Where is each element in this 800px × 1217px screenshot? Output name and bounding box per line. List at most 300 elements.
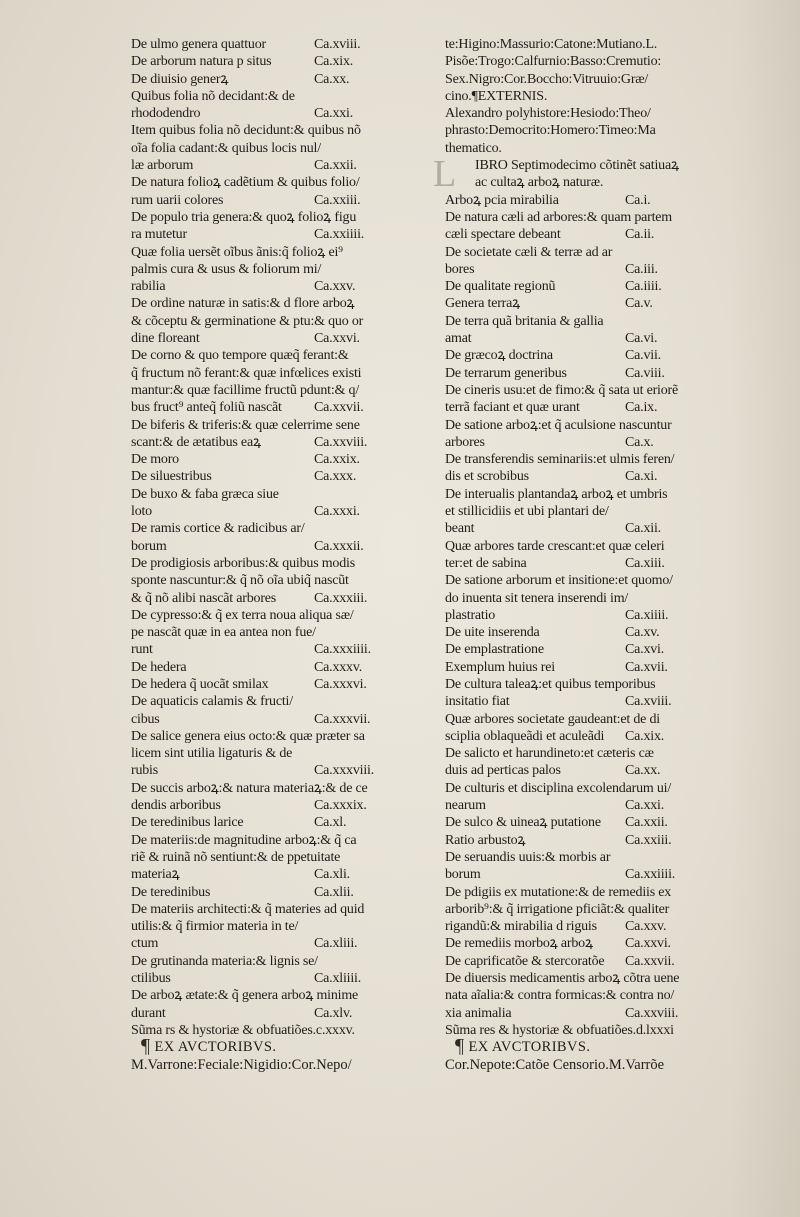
chapter-number: Ca.ix. — [625, 400, 658, 416]
index-entry-line — [445, 140, 719, 157]
chapter-number: Ca.xxi. — [314, 106, 354, 122]
index-entry-line — [131, 278, 403, 295]
paragraph-mark-icon: ¶ — [471, 88, 478, 104]
entry-text: xia animalia — [445, 1005, 512, 1021]
sources-heading-text: EX AVCTORIBVS. — [154, 1039, 277, 1056]
index-entry-line — [131, 590, 403, 607]
chapter-number: Ca.xxxvi. — [314, 676, 367, 692]
entry-text: insitatio fiat — [445, 694, 510, 710]
index-entry-line — [131, 520, 403, 537]
index-entry-line — [445, 676, 719, 693]
index-entry-line — [131, 122, 403, 139]
index-entry-line — [131, 382, 403, 399]
entry-text: De arborum natura p situs — [131, 54, 272, 70]
entry-text: Exemplum huius rei — [445, 659, 555, 675]
index-entry-line — [445, 953, 719, 970]
index-entry-line — [445, 261, 719, 278]
entry-text: De pdigiis ex mutatione:& de remediis ex — [445, 884, 672, 900]
chapter-number: Ca.xliiii. — [314, 971, 362, 987]
entry-text: cibus — [131, 711, 160, 727]
entry-text: De uite inserenda — [445, 625, 540, 641]
entry-text: thematico. — [445, 140, 502, 156]
index-entry-line — [445, 970, 719, 987]
entry-text: rigandũ:& mirabilia d riguis — [445, 919, 597, 935]
index-entry-line — [131, 209, 403, 226]
index-entry-line — [445, 728, 719, 745]
entry-text: De arboꝝ ætate:& q̃ genera arboꝝ minime — [131, 988, 359, 1004]
entry-text: nearum — [445, 798, 486, 814]
entry-text: ctilibus — [131, 971, 171, 987]
entry-text: De terrarum generibus — [445, 365, 567, 381]
chapter-number: Ca.xxi. — [625, 798, 665, 814]
entry-text: De cultura taleaꝝ:et quibus temporibus — [445, 676, 656, 692]
index-entry-line — [445, 693, 719, 710]
sources-heading — [131, 1035, 403, 1058]
index-entry-line — [131, 36, 403, 53]
entry-text: runt — [131, 642, 153, 658]
chapter-number: Ca.xxxvii. — [314, 711, 371, 727]
entry-text: & cõceptu & germinatione & ptu:& quo or — [131, 313, 364, 329]
entry-text: ter:et de sabina — [445, 555, 527, 571]
index-entry-line — [131, 693, 403, 710]
entry-text: De cineris usu:et de fimo:& q̃ sata ut eriorẽ — [445, 382, 679, 398]
entry-text: dis et scrobibus — [445, 469, 529, 485]
paragraph-mark-icon: ¶ — [141, 1035, 151, 1058]
chapter-number: Ca.i. — [625, 192, 651, 208]
entry-text: scant:& de ætatibus eaꝝ — [131, 434, 261, 450]
chapter-number: Ca.xvii. — [625, 659, 668, 675]
index-entry-line — [445, 866, 719, 883]
index-entry-line — [445, 641, 719, 658]
entry-text: ac cultaꝝ arboꝝ naturæ. — [475, 175, 604, 191]
index-entry-line — [131, 261, 403, 278]
index-entry-line — [445, 174, 719, 191]
index-entry-line — [131, 814, 403, 831]
index-entry-line — [445, 538, 719, 555]
entry-text: De succis arboꝝ:& natura materiaꝝ:& de ce — [131, 780, 368, 796]
index-entry-line — [445, 762, 719, 779]
chapter-number: Ca.xix. — [625, 728, 665, 744]
index-entry-line — [131, 157, 403, 174]
index-entry-line — [131, 970, 403, 987]
chapter-number: Ca.iiii. — [625, 279, 662, 295]
index-entry-line — [445, 451, 719, 468]
chapter-number: Ca.xx. — [314, 71, 350, 87]
authors-line: M.Varrone:Feciale:Nigidio:Cor.Nepo/ — [131, 1056, 352, 1073]
index-entry-line — [131, 572, 403, 589]
entry-text: Sũma res & hystoriæ & obfuatiões.d.lxxxi — [445, 1022, 674, 1038]
index-entry-line — [445, 814, 719, 831]
entry-text: beant — [445, 521, 475, 537]
entry-text: oĩa folia cadant:& quibus locis nul/ — [131, 140, 321, 156]
entry-text: Sex.Nigro:Cor.Boccho:Vitruuio:Græ/ — [445, 71, 649, 87]
index-entry-line — [445, 122, 719, 139]
chapter-number: Ca.xxxv. — [314, 659, 363, 675]
chapter-number: Ca.xxxii. — [314, 538, 364, 554]
index-entry-line — [131, 503, 403, 520]
index-entry-line — [445, 659, 719, 676]
entry-text: te:Higino:Massurio:Catone:Mutiano.L. — [445, 37, 658, 52]
index-entry-line — [445, 1022, 719, 1039]
index-entry-line — [131, 728, 403, 745]
index-entry-line — [131, 711, 403, 728]
entry-text: materiaꝝ — [131, 867, 180, 883]
index-entry-line — [131, 538, 403, 555]
entry-text: palmis cura & usus & foliorum mi/ — [131, 261, 322, 277]
entry-text: rum uarii colores — [131, 192, 224, 208]
index-entry-line — [445, 468, 719, 485]
entry-text: De remediis morboꝝ arboꝝ — [445, 936, 593, 952]
drop-initial: L — [433, 153, 457, 195]
index-entry-line — [445, 884, 719, 901]
entry-text: De hedera q̃ uocãt smilax — [131, 676, 269, 692]
index-entry-line — [131, 468, 403, 485]
left-column — [131, 36, 403, 1074]
entry-text: Quæ arbores tarde crescant:et quæ celeri — [445, 538, 665, 554]
index-entry-line — [131, 797, 403, 814]
entry-text: De populo tria genera:& quoꝝ folioꝝ figu — [131, 209, 357, 225]
entry-text: De satione arboꝝ:et q̃ aculsione nascuntur — [445, 417, 672, 433]
entry-text: sciplia oblaqueãdi et aculeãdi — [445, 728, 605, 744]
entry-text: dine floreant — [131, 331, 200, 347]
index-entry-line — [445, 88, 719, 105]
entry-text: De salice genera eius octo:& quæ præter sa — [131, 728, 365, 744]
entry-text: riẽ & ruinã nõ sentiunt:& de ppetuitate — [131, 849, 341, 865]
entry-text: durant — [131, 1005, 166, 1021]
index-entry-line — [445, 987, 719, 1004]
chapter-number: Ca.xxviii. — [625, 1005, 679, 1021]
index-entry-line — [445, 780, 719, 797]
chapter-number: Ca.xv. — [625, 625, 660, 641]
index-entry-line — [131, 953, 403, 970]
entry-text: Genera terraꝝ — [445, 296, 521, 312]
entry-text: De salicto et harundineto:et cæteris cæ — [445, 746, 654, 762]
chapter-number: Ca.xxix. — [314, 452, 360, 468]
chapter-number: Ca.xii. — [625, 521, 661, 537]
index-entry-line — [131, 71, 403, 88]
index-entry-line — [445, 503, 719, 520]
index-entry-line — [445, 278, 719, 295]
chapter-number: Ca.v. — [625, 296, 653, 312]
entry-text: De corno & quo tempore quæq̃ ferant:& — [131, 348, 349, 364]
index-entry-line — [131, 935, 403, 952]
entry-text: Ratio arbustoꝝ — [445, 832, 526, 848]
entry-text: Quæ arbores societate gaudeant:et de di — [445, 711, 660, 727]
entry-text: De cypresso:& q̃ ex terra noua aliqua sæ/ — [131, 607, 354, 623]
index-entry-line — [445, 711, 719, 728]
index-entry-line — [131, 901, 403, 918]
index-entry-line — [445, 71, 719, 88]
index-entry-line — [131, 140, 403, 157]
index-entry-line — [131, 762, 403, 779]
entry-text: nata aĩalia:& contra formicas:& contra no/ — [445, 988, 675, 1004]
entry-text: ra mutetur — [131, 227, 187, 243]
index-entry-line — [445, 105, 719, 122]
index-entry-line — [445, 832, 719, 849]
chapter-number: Ca.xxvii. — [314, 400, 364, 416]
entry-text: De diuersis medicamentis arboꝝ cõtra uene — [445, 971, 680, 987]
index-entry-line — [131, 434, 403, 451]
index-entry-line — [445, 244, 719, 261]
entry-text: De satione arborum et insitione:et quomo/ — [445, 573, 673, 589]
chapter-number: Ca.xxv. — [314, 279, 356, 295]
index-entry-line — [131, 451, 403, 468]
chapter-number: Ca.vi. — [625, 331, 658, 347]
entry-text: De materiis architecti:& q̃ materies ad quid — [131, 901, 365, 917]
entry-text: loto — [131, 504, 152, 520]
index-entry-line — [445, 365, 719, 382]
index-entry-line — [445, 849, 719, 866]
chapter-number: Ca.xxiiii. — [314, 227, 365, 243]
entry-text: pe nascãt quæ in ea antea non fue/ — [131, 625, 316, 641]
entry-text: De siluestribus — [131, 469, 212, 485]
index-entry-line — [445, 382, 719, 399]
index-entry-line — [131, 555, 403, 572]
entry-text: De diuisio generꝝ — [131, 71, 229, 87]
entry-text: De sulco & uineaꝝ putatione — [445, 815, 601, 831]
index-entry-line — [131, 866, 403, 883]
index-entry-line — [445, 555, 719, 572]
chapter-number: Ca.xxvi. — [625, 936, 671, 952]
chapter-number: Ca.xxxix. — [314, 798, 367, 814]
entry-text: do inuenta sit tenera inserendi im/ — [445, 590, 629, 606]
index-entry-line — [131, 313, 403, 330]
entry-text: De moro — [131, 452, 179, 468]
index-entry-line — [131, 1005, 403, 1022]
index-entry-line — [445, 53, 719, 70]
chapter-number: Ca.xiiii. — [625, 607, 669, 623]
index-entry-line — [131, 780, 403, 797]
sources-heading-text: EX AVCTORIBVS. — [468, 1039, 591, 1056]
entry-text: terrã faciant et quæ urant — [445, 400, 580, 416]
index-entry-line — [445, 797, 719, 814]
chapter-number: Ca.xli. — [314, 867, 350, 883]
chapter-number: Ca.xxxviii. — [314, 763, 375, 779]
chapter-number: Ca.xxiiii. — [625, 867, 676, 883]
entry-text: plastratio — [445, 607, 496, 623]
entry-text: utilis:& q̃ firmior materia in te/ — [131, 919, 299, 935]
entry-text: et stillicidiis et ubi plantari de/ — [445, 504, 609, 520]
entry-text: cæli spectare debeant — [445, 227, 561, 243]
index-entry-line — [131, 417, 403, 434]
index-entry-line — [445, 607, 719, 624]
entry-text: De terra quã britania & gallia — [445, 313, 604, 329]
entry-text: arbores — [445, 434, 485, 450]
index-entry-line — [445, 313, 719, 330]
chapter-number: Ca.xxvii. — [625, 953, 675, 969]
entry-text: arborib⁹:& q̃ irrigatione pficiãt:& qualiter — [445, 901, 670, 917]
entry-text: Sũma rs & hystoriæ & obfuatiões.c.xxxv. — [131, 1022, 355, 1038]
index-entry-line — [445, 295, 719, 312]
chapter-number: Ca.xxii. — [314, 158, 357, 174]
entry-text: borum — [131, 538, 167, 554]
entry-text: cino. — [445, 88, 472, 104]
index-entry-line — [445, 901, 719, 918]
index-entry-line — [131, 105, 403, 122]
index-entry-line — [131, 745, 403, 762]
chapter-number: Ca.xl. — [314, 815, 347, 831]
entry-text: De teredinibus — [131, 884, 211, 900]
chapter-number: Ca.xliii. — [314, 936, 358, 952]
index-entry-line — [131, 607, 403, 624]
chapter-number: Ca.x. — [625, 434, 654, 450]
entry-text: Quæ folia uersẽt oĩbus ãnis:q̃ folioꝝ ei⁹ — [131, 244, 343, 260]
chapter-number: Ca.xxv. — [625, 919, 667, 935]
chapter-number: Ca.xi. — [625, 469, 658, 485]
index-entry-line — [445, 624, 719, 641]
index-entry-line — [131, 1022, 403, 1039]
chapter-number: Ca.xxii. — [625, 815, 668, 831]
entry-text: phrasto:Democrito:Homero:Timeo:Ma — [445, 123, 656, 139]
chapter-number: Ca.xlv. — [314, 1005, 353, 1021]
entry-text: De seruandis uuis:& morbis ar — [445, 849, 611, 865]
chapter-number: Ca.viii. — [625, 365, 665, 381]
right-column — [445, 36, 719, 1074]
entry-text: Alexandro polyhistore:Hesiodo:Theo/ — [445, 106, 651, 122]
index-entry-line — [445, 417, 719, 434]
index-entry-line — [131, 192, 403, 209]
authors-line: Cor.Nepote:Catõe Censorio.M.Varrõe — [445, 1056, 665, 1073]
index-entry-line — [131, 88, 403, 105]
index-entry-line — [445, 590, 719, 607]
entry-text: De ordine naturæ in satis:& d flore arboꝝ — [131, 296, 355, 312]
index-entry-line — [131, 884, 403, 901]
index-entry-line — [131, 295, 403, 312]
chapter-number: Ca.xx. — [625, 763, 661, 779]
entry-text: De ramis cortice & radicibus ar/ — [131, 521, 305, 537]
chapter-number: Ca.xxxi. — [314, 504, 360, 520]
chapter-number: Ca.xxiii. — [625, 832, 672, 848]
index-entry-line — [131, 659, 403, 676]
entry-text: De aquaticis calamis & fructi/ — [131, 694, 293, 710]
paragraph-mark-icon: ¶ — [455, 1035, 465, 1058]
entry-text: De interualis plantandaꝝ arboꝝ et umbris — [445, 486, 668, 502]
index-entry-line — [445, 347, 719, 364]
chapter-number: Ca.xiii. — [625, 555, 665, 571]
entry-text: De prodigiosis arboribus:& quibus modis — [131, 555, 355, 571]
chapter-number: Ca.xviii. — [314, 37, 361, 52]
index-entry-line — [445, 36, 719, 53]
entry-text: Item quibus folia nõ decidunt:& quibus nõ — [131, 123, 361, 139]
index-entry-line — [131, 174, 403, 191]
entry-text: De materiis:de magnitudine arboꝝ:& q̃ ca — [131, 832, 357, 848]
chapter-number: Ca.xxvi. — [314, 331, 360, 347]
index-entry-line — [131, 676, 403, 693]
index-entry-line — [445, 192, 719, 209]
chapter-number: Ca.xlii. — [314, 884, 354, 900]
chapter-number: Ca.xxviii. — [314, 434, 368, 450]
index-entry-line — [445, 157, 719, 174]
index-entry-line — [131, 486, 403, 503]
index-entry-line — [445, 330, 719, 347]
entry-text: Pisõe:Trogo:Calfurnio:Basso:Cremutio: — [445, 54, 662, 70]
entry-text: De buxo & faba græca siue — [131, 486, 279, 502]
chapter-number: Ca.ii. — [625, 227, 655, 243]
entry-text: De transferendis seminariis:et ulmis feren/ — [445, 452, 675, 468]
index-entry-line — [445, 745, 719, 762]
entry-text: De teredinibus larice — [131, 815, 244, 831]
entry-text: Quibus folia nõ decidant:& de — [131, 88, 295, 104]
entry-text: duis ad perticas palos — [445, 763, 561, 779]
entry-text: & q̃ nõ alibi nascãt arbores — [131, 590, 277, 606]
chapter-number: Ca.xix. — [314, 54, 354, 70]
chapter-number: Ca.xxxiii. — [314, 590, 368, 606]
index-entry-line — [131, 918, 403, 935]
entry-text: bores — [445, 261, 475, 277]
entry-text: licem sint utilia ligaturis & de — [131, 746, 293, 762]
index-entry-line — [445, 209, 719, 226]
index-entry-line — [131, 330, 403, 347]
index-entry-line — [445, 434, 719, 451]
sources-heading — [445, 1035, 719, 1058]
index-entry-line — [131, 624, 403, 641]
index-entry-line — [445, 486, 719, 503]
index-entry-line — [445, 918, 719, 935]
entry-text: De hedera — [131, 659, 187, 675]
entry-text: De natura cæli ad arbores:& quam partem — [445, 209, 673, 225]
entry-text: rhododendro — [131, 106, 201, 122]
index-entry-line — [131, 365, 403, 382]
entry-text: mantur:& quæ facillime fructũ pdunt:& q/ — [131, 382, 360, 398]
index-entry-line — [131, 987, 403, 1004]
entry-text: De grutinanda materia:& lignis se/ — [131, 953, 318, 969]
entry-text: De societate cæli & terræ ad ar — [445, 244, 613, 260]
index-entry-line — [131, 832, 403, 849]
entry-text: sponte nascuntur:& q̃ nõ oĩa ubiq̃ nascũt — [131, 573, 349, 589]
entry-text: rabilia — [131, 279, 166, 295]
entry-text: q̃ fructum nõ ferant:& quæ infœlices existi — [131, 365, 362, 381]
entry-text: ctum — [131, 936, 159, 952]
index-entry-line — [131, 641, 403, 658]
index-entry-line — [445, 572, 719, 589]
index-entry-line — [445, 1005, 719, 1022]
entry-text: IBRO Septimodecimo cõtinẽt satiuaꝝ — [475, 158, 679, 174]
entry-text: De biferis & triferis:& quæ celerrime sene — [131, 417, 360, 433]
entry-text: De qualitate regionũ — [445, 279, 556, 295]
chapter-number: Ca.xxiii. — [314, 192, 361, 208]
index-entry-line — [131, 244, 403, 261]
index-entry-line — [131, 347, 403, 364]
entry-text: De ulmo genera quattuor — [131, 37, 266, 52]
entry-text: De græcoꝝ doctrina — [445, 348, 553, 364]
index-entry-line — [445, 935, 719, 952]
entry-text: Arboꝝ pcia mirabilia — [445, 192, 559, 208]
entry-text: bus fruct⁹ anteq̃ foliũ nascãt — [131, 400, 282, 416]
index-entry-line — [445, 226, 719, 243]
chapter-number: Ca.xxxiiii. — [314, 642, 371, 658]
chapter-number: Ca.xviii. — [625, 694, 672, 710]
entry-text: De caprificatõe & stercoratõe — [445, 953, 605, 969]
chapter-number: Ca.xvi. — [625, 642, 665, 658]
index-entry-line — [445, 520, 719, 537]
chapter-number: Ca.vii. — [625, 348, 661, 364]
index-entry-line — [445, 399, 719, 416]
index-entry-line — [131, 849, 403, 866]
entry-text: De emplastratione — [445, 642, 544, 658]
index-entry-line — [131, 53, 403, 70]
index-entry-line — [131, 399, 403, 416]
index-entry-line — [131, 226, 403, 243]
chapter-number: Ca.iii. — [625, 261, 658, 277]
entry-text: De culturis et disciplina excolendarum ui/ — [445, 780, 672, 796]
entry-text: borum — [445, 867, 481, 883]
chapter-number: Ca.xxx. — [314, 469, 357, 485]
entry-text: amat — [445, 331, 472, 347]
entry-text: læ arborum — [131, 158, 194, 174]
page-edge-shadow — [730, 0, 800, 1217]
section-heading: EXTERNIS. — [477, 88, 548, 104]
entry-text: dendis arboribus — [131, 798, 221, 814]
